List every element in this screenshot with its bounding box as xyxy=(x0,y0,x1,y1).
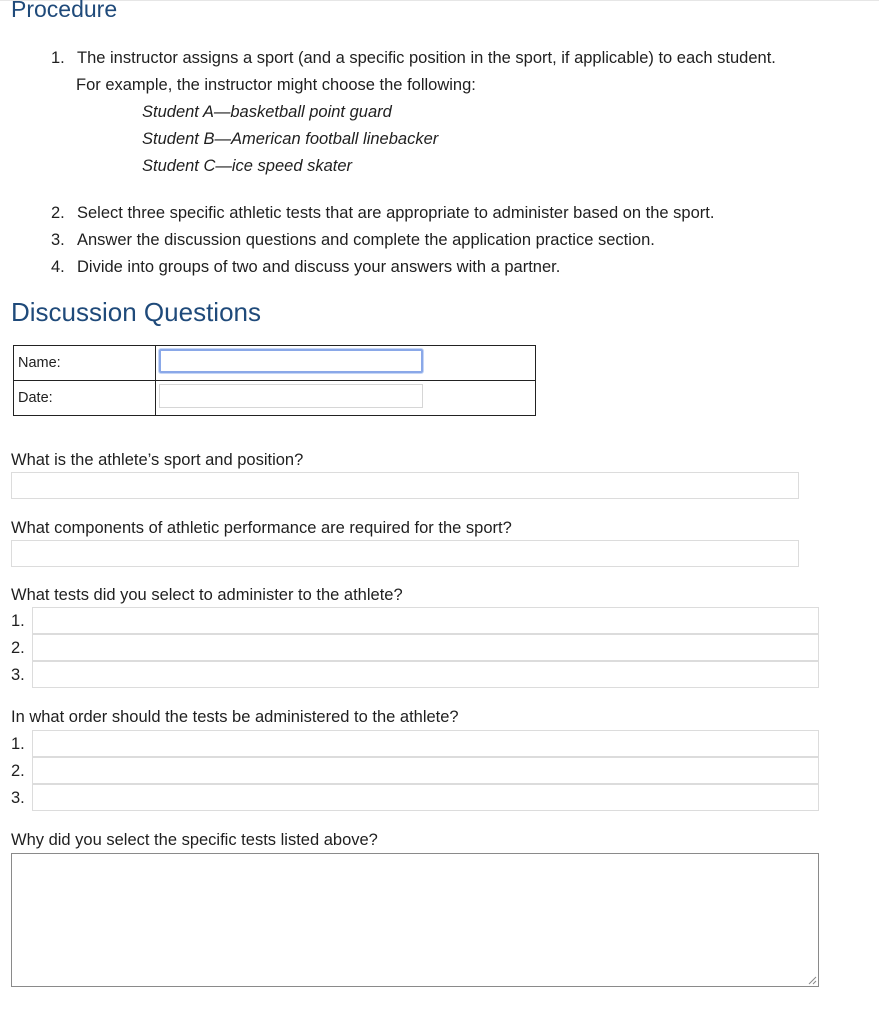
example-student-c: Student C—ice speed skater xyxy=(142,157,353,175)
name-date-table xyxy=(13,345,536,416)
order-row-number: 1. xyxy=(11,735,25,753)
name-label: Name: xyxy=(14,346,156,381)
discussion-heading: Discussion Questions xyxy=(11,297,261,327)
question-tests-order: In what order should the tests be administered to the athlete? xyxy=(11,708,459,726)
example-student-b: Student B—American football linebacker xyxy=(142,130,439,148)
order-test-1-input[interactable] xyxy=(32,730,819,757)
example-student-a: Student A—basketball point guard xyxy=(142,103,392,121)
order-row-number: 3. xyxy=(11,789,25,807)
name-input[interactable] xyxy=(159,349,423,373)
step-number: 3. xyxy=(51,231,65,249)
order-test-2-input[interactable] xyxy=(32,757,819,784)
question-tests-selected: What tests did you select to administer to the athlete? xyxy=(11,586,403,604)
question-sport-position: What is the athlete’s sport and position? xyxy=(11,451,304,469)
selected-test-3-input[interactable] xyxy=(32,661,819,688)
selected-test-1-input[interactable] xyxy=(32,607,819,634)
step-number: 2. xyxy=(51,204,65,222)
tests-row-number: 2. xyxy=(11,639,25,657)
step-1-continuation: For example, the instructor might choose the following: xyxy=(76,76,476,94)
tests-row-number: 3. xyxy=(11,666,25,684)
tests-row-number: 1. xyxy=(11,612,25,630)
date-input[interactable] xyxy=(159,384,423,408)
question-why-selected: Why did you select the specific tests listed above? xyxy=(11,831,378,849)
why-selected-textarea[interactable] xyxy=(11,853,819,987)
step-text: Divide into groups of two and discuss your answers with a partner. xyxy=(77,258,561,276)
step-number: 1. xyxy=(51,49,65,67)
order-row-number: 2. xyxy=(11,762,25,780)
date-label: Date: xyxy=(14,381,156,416)
components-input[interactable] xyxy=(11,540,799,567)
step-number: 4. xyxy=(51,258,65,276)
order-test-3-input[interactable] xyxy=(32,784,819,811)
question-components: What components of athletic performance are required for the sport? xyxy=(11,519,512,537)
procedure-heading: Procedure xyxy=(11,0,118,22)
sport-position-input[interactable] xyxy=(11,472,799,499)
top-divider xyxy=(0,0,879,1)
selected-test-2-input[interactable] xyxy=(32,634,819,661)
step-text: Select three specific athletic tests that are appropriate to administer based on the sport. xyxy=(77,204,715,222)
resize-handle-icon[interactable] xyxy=(807,975,817,985)
step-text: Answer the discussion questions and complete the application practice section. xyxy=(77,231,655,249)
step-text: The instructor assigns a sport (and a specific position in the sport, if applicable) to each student. xyxy=(77,49,776,67)
